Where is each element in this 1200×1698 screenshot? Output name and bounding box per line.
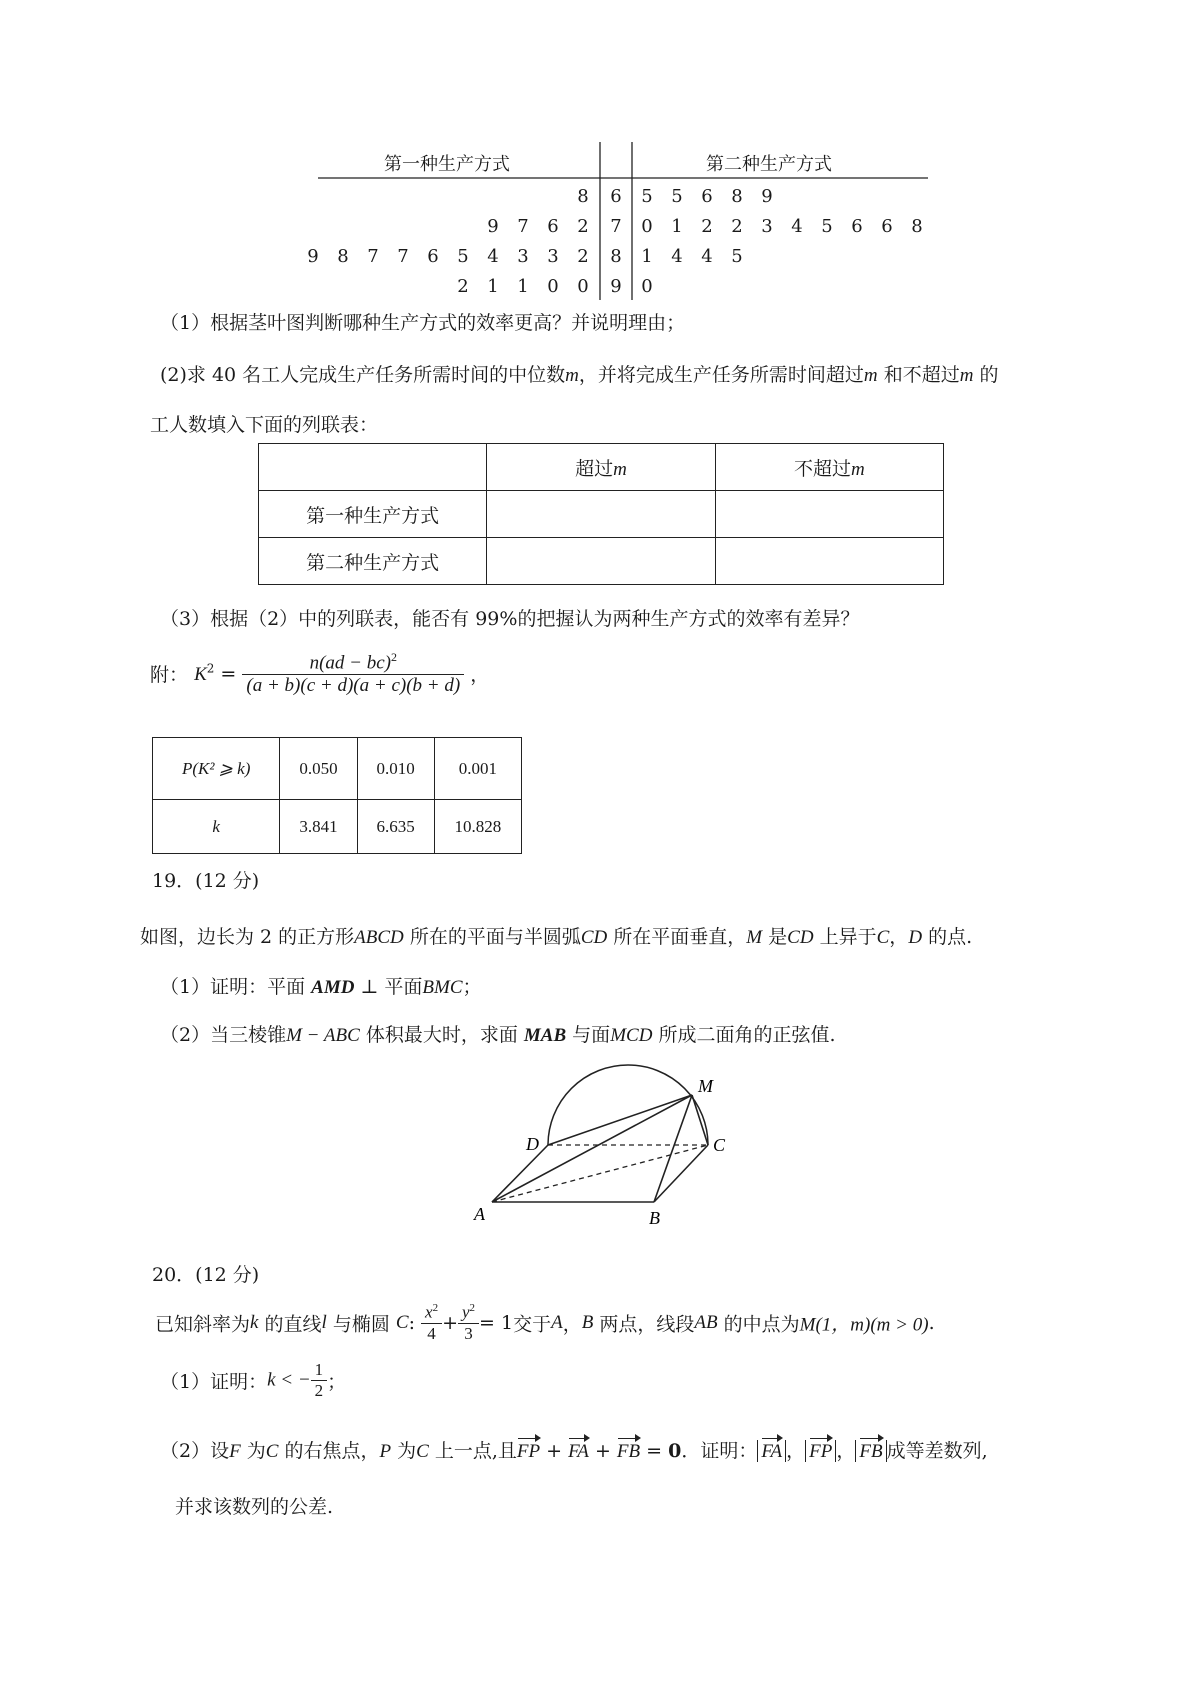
stem-leaf-lines (0, 0, 1200, 300)
leaf-left: 7 (517, 216, 529, 237)
label-a: A (474, 1204, 485, 1224)
leaf-left: 2 (457, 276, 469, 297)
edge-cm (692, 1095, 708, 1145)
leaf-right: 4 (791, 216, 803, 237)
q20-part1: （1）证明：k < − $\frac{1}{2}$ ； (160, 1360, 347, 1400)
leaf-right: 6 (851, 216, 863, 237)
stem-value: 9 (610, 276, 622, 297)
label-c: C (713, 1135, 726, 1155)
leaf-left: 8 (577, 186, 589, 207)
leaf-left: 3 (517, 246, 529, 267)
q20-title: 20．(12 分) (152, 1264, 260, 1286)
edge-ad (492, 1145, 548, 1202)
edge-bm (654, 1095, 692, 1202)
leaf-right: 5 (671, 186, 683, 207)
k-table-p: 0.001 (434, 738, 521, 800)
table-row (259, 491, 944, 538)
table-row (259, 444, 944, 491)
q20-stem: 已知斜率为k 的直线l 与椭圆 C: $\frac{x^2}{4}$ + $\frac{y^2}{3}$ = 1交于A，B 两点，线段AB 的中点为M(1，m)(m > 0). (155, 1302, 935, 1343)
stem-value: 7 (610, 216, 622, 237)
contingency-cell (715, 538, 943, 585)
leaf-left: 2 (577, 216, 589, 237)
leaf-left: 2 (577, 246, 589, 267)
k-table-k-label: k (153, 800, 280, 854)
k-table-k: 10.828 (434, 800, 521, 854)
table-row (153, 738, 522, 800)
q19-part1: （1）证明：平面 AMD ⊥ 平面BMC； (160, 976, 482, 998)
leaf-left: 0 (577, 276, 589, 297)
leaf-right: 5 (821, 216, 833, 237)
edge-am (492, 1095, 692, 1202)
leaf-left: 6 (547, 216, 559, 237)
edge-ac-dashed (492, 1145, 708, 1202)
label-m: M (698, 1076, 713, 1096)
contingency-table (258, 443, 944, 585)
q19-part2: （2）当三棱锥M − ABC 体积最大时，求面 MAB 与面MCD 所成二面角的正弦值. (160, 1024, 836, 1046)
table-row (153, 800, 522, 854)
contingency-cell (487, 538, 715, 585)
contingency-row-label: 第一种生产方式 (259, 491, 487, 538)
contingency-header-not-over: 不超过m (715, 444, 943, 491)
contingency-row-label: 第二种生产方式 (259, 538, 487, 585)
leaf-right: 2 (731, 216, 743, 237)
stem-leaf-right-title: 第二种生产方式 (706, 154, 832, 175)
leaf-right: 0 (641, 216, 653, 237)
label-d: D (526, 1134, 539, 1154)
leaf-right: 2 (701, 216, 713, 237)
k-table-p: 0.010 (357, 738, 434, 800)
leaf-right: 6 (881, 216, 893, 237)
leaf-right: 6 (701, 186, 713, 207)
leaf-right: 8 (731, 186, 743, 207)
label-b: B (649, 1208, 660, 1228)
q18-part2-line1: (2)求 40 名工人完成生产任务所需时间的中位数m，并将完成生产任务所需时间超过m 和不超过m 的 (160, 364, 999, 386)
leaf-right: 9 (761, 186, 773, 207)
leaf-left: 9 (487, 216, 499, 237)
q19-stem: 如图，边长为 2 的正方形ABCD 所在的平面与半圆弧CD 所在平面垂直，M 是CD 上异于C，D 的点. (140, 926, 973, 948)
leaf-left: 4 (487, 246, 499, 267)
leaf-left: 6 (427, 246, 439, 267)
critical-value-table (152, 737, 522, 854)
q18-part3: （3）根据（2）中的列联表，能否有 99%的把握认为两种生产方式的效率有差异？ (160, 608, 860, 630)
leaf-right: 4 (671, 246, 683, 267)
stem-value: 8 (610, 246, 622, 267)
k-table-k: 6.635 (357, 800, 434, 854)
leaf-left: 9 (307, 246, 319, 267)
leaf-right: 3 (761, 216, 773, 237)
stem-value: 6 (610, 186, 622, 207)
q18-part1: （1）根据茎叶图判断哪种生产方式的效率更高？并说明理由； (160, 312, 686, 334)
q18-part2-line2: 工人数填入下面的列联表： (150, 414, 379, 436)
leaf-right: 8 (911, 216, 923, 237)
contingency-cell (487, 491, 715, 538)
q20-part2-line2: 并求该数列的公差. (175, 1496, 334, 1518)
k-table-k: 3.841 (280, 800, 357, 854)
k-table-p: 0.050 (280, 738, 357, 800)
table-row (259, 538, 944, 585)
edge-bc (654, 1145, 708, 1202)
leaf-right: 1 (671, 216, 683, 237)
leaf-right: 0 (641, 276, 653, 297)
geometry-figure (460, 1060, 740, 1230)
contingency-corner-cell (259, 444, 487, 491)
semicircle-arc (548, 1065, 708, 1145)
k-table-prob-label: P(K² ⩾ k) (153, 738, 280, 800)
leaf-left: 1 (517, 276, 529, 297)
chi-square-formula: 附： $K^2$ = $\frac{n(ad - bc)^2}{(a + b)(c + d)(a + c)(b + d)}$ ， (150, 650, 490, 697)
leaf-left: 7 (367, 246, 379, 267)
leaf-left: 1 (487, 276, 499, 297)
leaf-right: 5 (731, 246, 743, 267)
leaf-left: 5 (457, 246, 469, 267)
edge-dm (548, 1095, 692, 1145)
q19-title: 19．(12 分) (152, 870, 260, 892)
leaf-right: 5 (641, 186, 653, 207)
leaf-left: 0 (547, 276, 559, 297)
contingency-cell (715, 491, 943, 538)
stem-leaf-left-title: 第一种生产方式 (384, 154, 510, 175)
leaf-right: 1 (641, 246, 653, 267)
leaf-right: 4 (701, 246, 713, 267)
contingency-header-over: 超过m (487, 444, 715, 491)
leaf-left: 8 (337, 246, 349, 267)
q20-part2-line1: （2）设F 为C 的右焦点，P 为C 上一点,且FP + FA + FB = 0．证明： FA ， FP ， FB 成等差数列, (160, 1440, 988, 1462)
leaf-left: 3 (547, 246, 559, 267)
leaf-left: 7 (397, 246, 409, 267)
